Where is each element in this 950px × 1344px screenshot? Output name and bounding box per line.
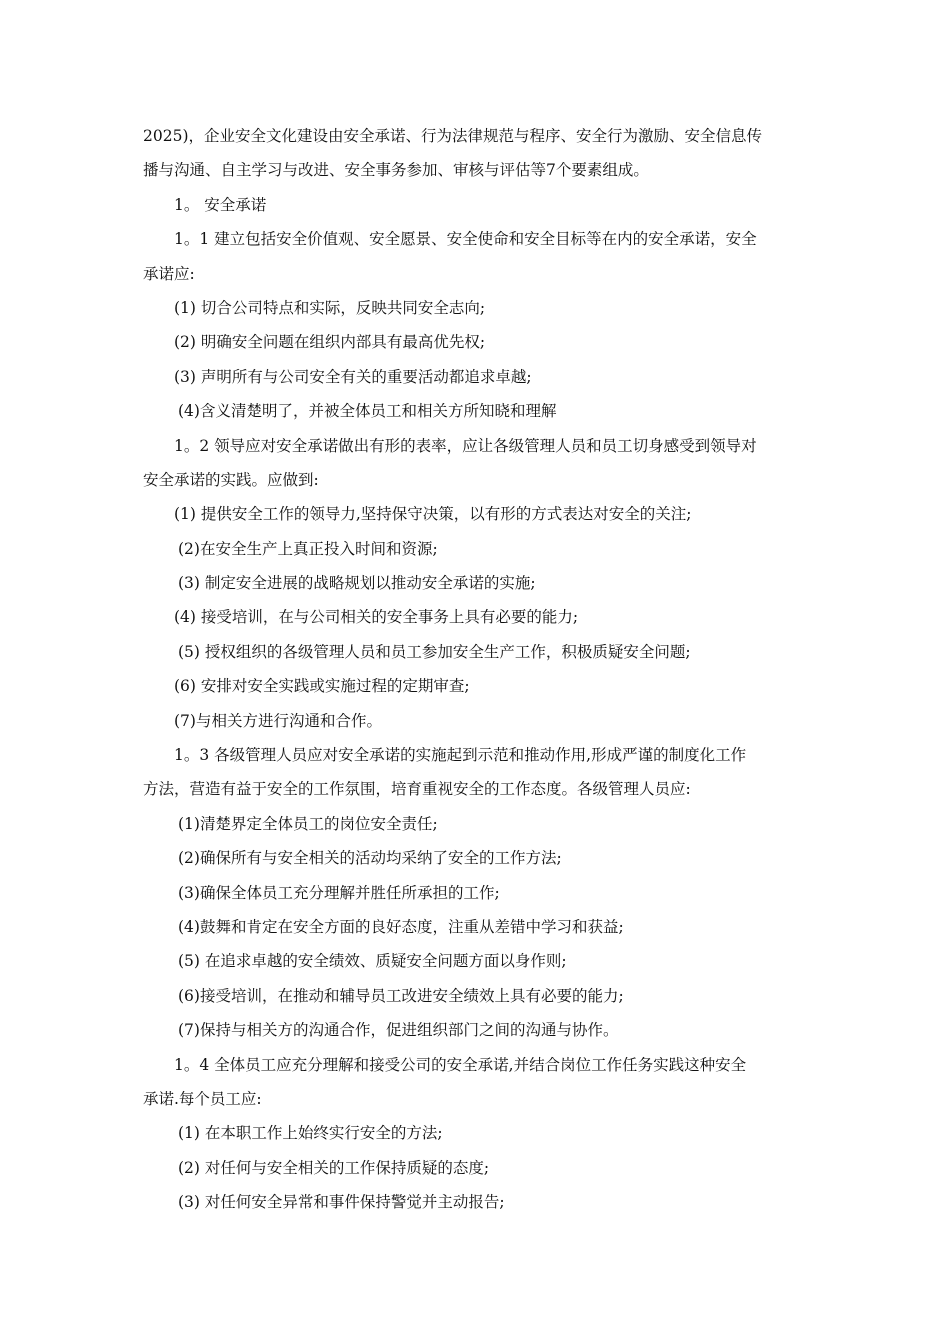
- text-line: 2025)，企业安全文化建设由安全承诺、行为法律规范与程序、安全行为激励、安全信息传: [143, 127, 762, 145]
- text-line: (4)含义清楚明了，并被全体员工和相关方所知晓和理解: [178, 402, 557, 421]
- text-line: (4) 接受培训，在与公司相关的安全事务上具有必要的能力;: [174, 608, 579, 627]
- text-line: 1。 安全承诺: [174, 195, 267, 214]
- text-line: (2)确保所有与安全相关的活动均采纳了安全的工作方法;: [178, 849, 562, 868]
- document-page: [143, 119, 813, 1220]
- text-line: (5) 在追求卓越的安全绩效、质疑安全问题方面以身作则;: [178, 952, 567, 971]
- text-line: (7)与相关方进行沟通和合作。: [174, 711, 382, 730]
- text-line: (2)在安全生产上真正投入时间和资源;: [178, 539, 438, 558]
- text-line: (2) 明确安全问题在组织内部具有最高优先权;: [174, 333, 486, 352]
- text-line: 1。3 各级管理人员应对安全承诺的实施起到示范和推动作用,形成严谨的制度化工作: [174, 746, 747, 765]
- text-line: (3) 对任何安全异常和事件保持警觉并主动报告;: [178, 1193, 505, 1212]
- text-line: (6) 安排对安全实践或实施过程的定期审查;: [174, 677, 470, 696]
- text-line: (1) 切合公司特点和实际，反映共同安全志向;: [174, 298, 486, 317]
- text-line: (1) 提供安全工作的领导力,坚持保守决策，以有形的方式表达对安全的关注;: [174, 505, 692, 524]
- text-line: (3)确保全体员工充分理解并胜任所承担的工作;: [178, 883, 500, 902]
- text-line: 承诺应:: [143, 264, 195, 283]
- text-line: (1)清楚界定全体员工的岗位安全责任;: [178, 814, 438, 833]
- text-line: (6)接受培训，在推动和辅导员工改进安全绩效上具有必要的能力;: [178, 986, 624, 1005]
- text-line: 1。4 全体员工应充分理解和接受公司的安全承诺,并结合岗位工作任务实践这种安全: [174, 1055, 747, 1074]
- text-line: 安全承诺的实践。应做到:: [143, 470, 319, 489]
- text-line: 1。1 建立包括安全价值观、安全愿景、安全使命和安全目标等在内的安全承诺，安全: [174, 230, 757, 249]
- text-line: (4)鼓舞和肯定在安全方面的良好态度，注重从差错中学习和获益;: [178, 917, 624, 936]
- text-line: 1。2 领导应对安全承诺做出有形的表率，应让各级管理人员和员工切身感受到领导对: [174, 436, 757, 455]
- text-line: (5) 授权组织的各级管理人员和员工参加安全生产工作，积极质疑安全问题;: [178, 642, 691, 661]
- text-line: 承诺.每个员工应:: [143, 1089, 262, 1108]
- text-line: (3) 制定安全进展的战略规划以推动安全承诺的实施;: [178, 574, 536, 593]
- text-line: 方法，营造有益于安全的工作氛围，培育重视安全的工作态度。各级管理人员应:: [143, 780, 691, 799]
- text-line: (1) 在本职工作上始终实行安全的方法;: [178, 1124, 443, 1143]
- text-line: 播与沟通、自主学习与改进、安全事务参加、审核与评估等7个要素组成。: [143, 161, 649, 180]
- text-line: (3) 声明所有与公司安全有关的重要活动都追求卓越;: [174, 367, 532, 386]
- text-line: (2) 对任何与安全相关的工作保持质疑的态度;: [178, 1158, 490, 1177]
- text-line: (7)保持与相关方的沟通合作，促进组织部门之间的沟通与协作。: [178, 1021, 619, 1040]
